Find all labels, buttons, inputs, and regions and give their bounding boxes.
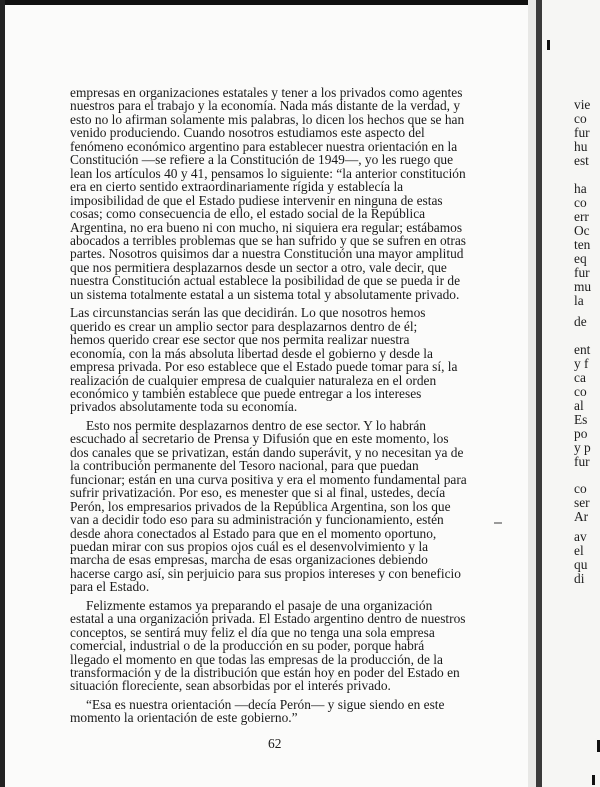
text-line: la contribución permanente del Tesoro nacional, para que puedan xyxy=(70,458,419,474)
facing-page-line: la xyxy=(574,293,584,308)
facing-page-line: ten xyxy=(574,237,591,252)
facing-page-line: y f xyxy=(574,356,589,371)
facing-page-line: eq xyxy=(574,251,587,266)
paragraph xyxy=(70,86,502,301)
text-line: estatal a una organización privada. El Estado argentino dentro de nuestros xyxy=(70,611,466,627)
scan-edge-mark xyxy=(547,40,550,50)
scan-edge-mark xyxy=(592,775,595,785)
facing-page-line: ha xyxy=(574,181,587,196)
facing-page-line: co xyxy=(574,481,587,496)
text-line: privados absolutamente toda su economía. xyxy=(70,399,298,415)
facing-page-line: hu xyxy=(574,139,588,154)
text-line: llegado el momento en que todas las empresas de la producción, de la xyxy=(70,651,443,667)
scan-artifact-mark xyxy=(494,522,502,524)
facing-page-line: av xyxy=(574,529,587,544)
text-line: abocados a terribles problemas que se han sufrido y que se sufren en otras xyxy=(70,232,467,248)
facing-page-line: Oc xyxy=(574,223,590,238)
text-line: comercial, industrial o de la producción en su poder, porque habrá xyxy=(70,638,425,654)
facing-page-line: po xyxy=(574,426,588,441)
facing-page-fragment xyxy=(542,0,600,787)
facing-page-line: ca xyxy=(574,370,586,385)
text-line: puedan mirar con sus propios ojos cuál es el desenvolvimiento y la xyxy=(70,538,429,554)
facing-page-line: co xyxy=(574,384,587,399)
facing-page-line: al xyxy=(574,398,584,413)
facing-page-line: fur xyxy=(574,265,590,280)
facing-page-line: co xyxy=(574,111,587,126)
text-line: “Esa es nuestra orientación —decía Perón— y sigue siendo en este xyxy=(86,696,445,712)
text-line: Argentina, no era bueno ni con mucho, ni siquiera era regular; estábamos xyxy=(70,219,463,235)
page-number: 62 xyxy=(268,736,282,751)
facing-page-line: el xyxy=(574,543,584,558)
text-line: momento la orientación de este gobierno.” xyxy=(70,710,298,726)
facing-page-line: qu xyxy=(574,557,588,572)
facing-page-line: fur xyxy=(574,454,590,469)
text-line: Esto nos permite desplazarnos dentro de ese sector. Y lo habrán xyxy=(86,417,426,433)
text-line: nuestros para el trabajo y la economía. Nada más distante de la verdad, y xyxy=(70,98,461,114)
text-line: cosas; como consecuencia de ello, el estado social de la República xyxy=(70,206,426,222)
text-line: dos canales que se privatizan, están dando superávit, y no necesitan ya de xyxy=(70,444,464,460)
text-line: Perón, los empresarios privados de la República Argentina, son los que xyxy=(70,498,451,514)
text-line: hemos querido crear ese sector que nos permita realizar nuestra xyxy=(70,332,410,348)
text-line: Felizmente estamos ya preparando el pasaje de una organización xyxy=(86,597,433,613)
text-line: nuestra Constitución actual establece la posibilidad de que se pueda ir de xyxy=(70,273,461,289)
text-line: desde ahora conectados al Estado para que en el momento oportuno, xyxy=(70,525,437,541)
text-line: situación floreciente, sean absorbidas por el interés privado. xyxy=(70,678,391,694)
text-line: económico y también establece que puede entregar a los intereses xyxy=(70,385,422,401)
facing-page-line: mu xyxy=(574,279,592,294)
text-line: conceptos, se sentirá muy feliz el día que no tenga una sola empresa xyxy=(70,624,435,640)
text-line: venido produciendo. Cuando nosotros estudiamos este aspecto del xyxy=(70,125,425,141)
text-line: marcha de esas empresas, marcha de esas organizaciones debiendo xyxy=(70,552,428,568)
facing-page-line: de xyxy=(574,314,587,329)
text-line: escuchado al secretario de Prensa y Difusión que en este momento, los xyxy=(70,431,449,447)
paragraph xyxy=(70,306,502,414)
facing-page-line: vie xyxy=(574,97,591,112)
paragraph xyxy=(70,698,502,725)
facing-page-line: est xyxy=(574,153,589,168)
facing-page-line: fur xyxy=(574,125,590,140)
text-line: Constitución —se refiere a la Constitución de 1949—, yo les ruego que xyxy=(70,152,454,168)
text-line: partes. Nosotros quisimos dar a nuestra Constitución una mayor amplitud xyxy=(70,246,464,262)
facing-page-line: err xyxy=(574,209,589,224)
text-line: van a decidir todo eso para su administración y funcionamiento, estén xyxy=(70,512,444,528)
text-line: realización de cualquier empresa de cualquier naturaleza en el orden xyxy=(70,372,437,388)
facing-page-line: ent xyxy=(574,342,591,357)
page-body-text xyxy=(70,86,502,725)
text-line: para el Estado. xyxy=(70,579,150,595)
facing-page-line: co xyxy=(574,195,587,210)
scan-top-edge xyxy=(0,0,600,5)
paragraph xyxy=(70,419,502,594)
text-line: un sistema totalmente estatal a un sistema total y absolutamente privado. xyxy=(70,286,460,302)
facing-page-line: Ar xyxy=(574,509,589,524)
text-line: fenómeno económico argentino para establecer nuestra orientación en la xyxy=(70,138,458,154)
facing-page-line: di xyxy=(574,571,585,586)
text-line: que nos permitiera desplazarnos desde un sector a otro, vale decir, que xyxy=(70,259,447,275)
text-line: querido es crear un amplio sector para desplazarnos dentro de él; xyxy=(70,318,418,334)
facing-page-line: Es xyxy=(574,412,588,427)
gutter-shadow xyxy=(528,0,536,787)
text-line: sufrir privatización. Por eso, es menester que si al final, ustedes, decía xyxy=(70,485,446,501)
text-line: transformación y de la distribución que están hoy en poder del Estado en xyxy=(70,665,460,681)
text-line: lean los artículos 40 y 41, pensamos lo siguiente: “la anterior constitución xyxy=(70,165,466,181)
text-line: empresas en organizaciones estatales y tener a los privados como agentes xyxy=(70,85,463,100)
text-line: funcionar; están en una curva positiva y era el momento fundamental para xyxy=(70,471,467,487)
text-line: imposibilidad de que el Estado pudiese intervenir en ninguna de estas xyxy=(70,192,443,208)
text-line: hacerse cargo así, sin perjuicio para sus propios intereses y con beneficio xyxy=(70,565,461,581)
facing-page-line: y p xyxy=(574,440,591,455)
facing-page-line: ser xyxy=(574,495,590,510)
text-line: Las circunstancias serán las que decidirán. Lo que nosotros hemos xyxy=(70,305,426,321)
paragraph xyxy=(70,599,502,693)
text-line: era en cierto sentido extraordinariamente rígida y establecía la xyxy=(70,179,404,195)
text-line: economía, con la más absoluta libertad desde el gobierno y desde la xyxy=(70,345,433,361)
scan-left-edge xyxy=(0,0,5,787)
text-line: empresa privada. Por eso establece que el Estado puede tomar para sí, la xyxy=(70,359,458,375)
text-line: esto no lo afirman solamente mis palabras, lo dicen los hechos que se han xyxy=(70,111,465,127)
